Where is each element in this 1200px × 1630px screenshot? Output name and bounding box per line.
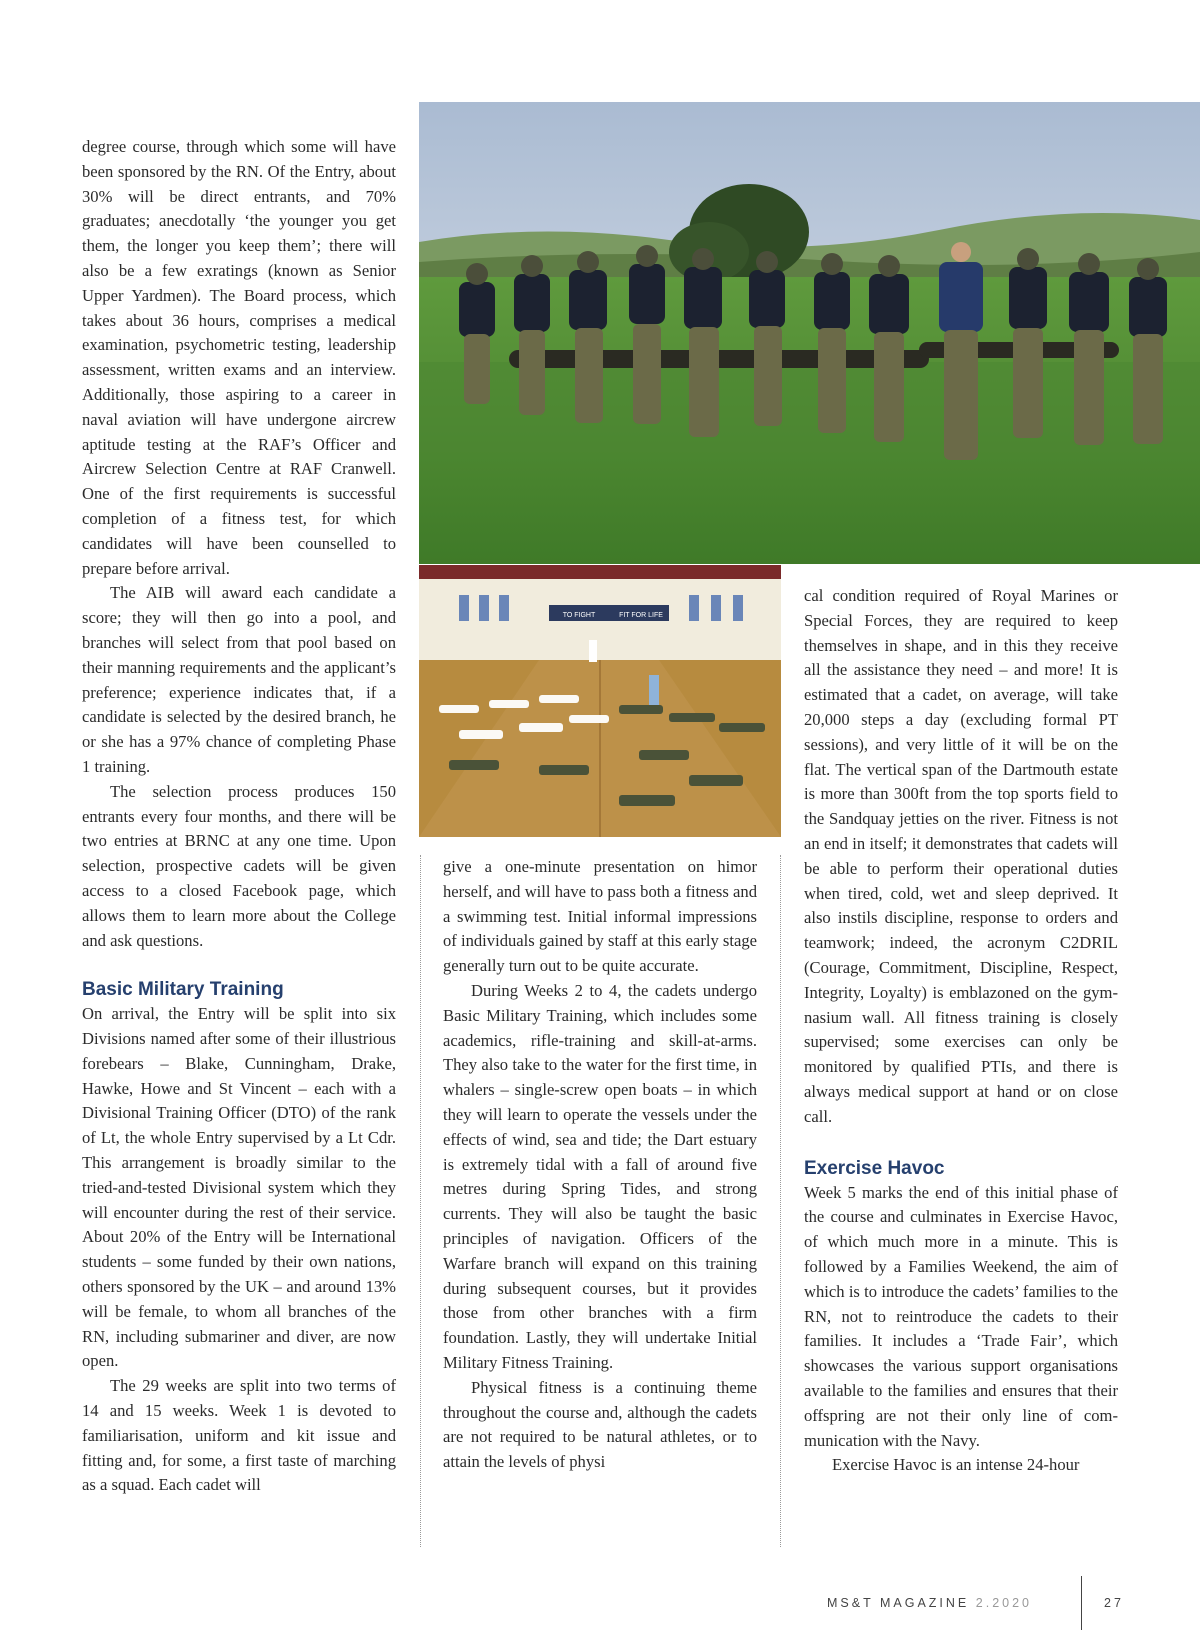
- paragraph: degree course, through which some will have been sponsored by the RN. Of the Entry, about 30% will be direct entrants, and 70% graduates; anecdotally ‘the younger you get them, the longer you keep them’; there will also be a few exratings (known as Senior Upper Yardmen). The Board process, which takes about 36 hours, comprises a medical examination, psychometric testing, leadership assessment, written exams and an interview. Additionally, those aspiring to a career in naval aviation will have undergone aircrew aptitude testing at the RAF’s Officer and Aircrew Selection Centre at RAF Cranwell. One of the first requirements is successful completion of a fitness test, for which candidates will have been counselled to prepare before arrival.: [82, 137, 396, 578]
- article-column-3: [804, 584, 1118, 1478]
- paragraph: The 29 weeks are split into two terms of 14 and 15 weeks. Week 1 is devoted to familiarisation, uniform and kit issue and fitting and, for some, a first taste of marching as a squad. Each cadet will: [82, 1376, 396, 1495]
- paragraph: During Weeks 2 to 4, the cadets undergo Basic Military Training, which includes some academics, rifle-training and skill-at-arms. They also take to the water for the first time, in whalers – single-screw open boats – in which they will learn to operate the vessels under the effects of wind, sea and tide; the Dart estuary is extremely tidal with a fall of around five metres during Spring Tides, and strong currents. They will also be taught the basic principles of navigation. Officers of the Warfare branch will expand on this training during subsequent courses, but it provides those from other branches with a firm foundation. Lastly, they will undertake Initial Military Fitness Training.: [443, 980, 757, 1372]
- gym-banner-right: FIT FOR LIFE: [619, 612, 663, 619]
- paragraph: give a one-minute presentation on himor herself, and will have to pass both a fitness and a swimming test. Initial informal impressions of individuals gained by staff at this early stage generally turn out to be quite accurate.: [443, 857, 757, 976]
- photo-gym-training-image: [419, 565, 781, 837]
- paragraph: cal condition required of Royal Marines or Special Forces, they are required to keep themselves in shape, and in this they receive all the assistance they need – and more! It is estimated that a cadet, on average, will take 20,000 steps a day (excluding formal PT sessions), and very little of it will be on the flat. The vertical span of the Dartmouth estate is more than 300ft from the top sports field to the Sandquay jetties on the river. Fitness is not an end in itself; it demonstrates that cadets will be able to perform their operational duties when tired, cold, wet and sleep deprived. It also instils discipline, response to orders and teamwork; indeed, the acronym C2DRIL (Courage, Commitment, Discipline, Respect, Integrity, Loyalty) is emblazoned on the gymnasium wall. All fitness training is closely supervised; some exercises can only be monitored by qualified PTIs, and there is always medical support at hand or on close call.: [804, 586, 1118, 1126]
- magazine-masthead: [827, 1596, 1032, 1610]
- paragraph: The AIB will award each candidate a score; they will then go into a pool, and branches will select from that pool based on their manning requirements and the applicant’s preference; experience indicates that, if a candidate is selected by the desired branch, he or she has a 97% chance of completing Phase 1 training.: [82, 583, 396, 776]
- column-divider: [780, 855, 781, 1547]
- photo-gym-training: [419, 565, 781, 837]
- paragraph: The selection process produces 150 entrants every four months, and there will be two entries at BRNC at any one time. Upon selection, prospective cadets will be given access to a closed Facebook page, which allows them to learn more about the College and ask questions.: [82, 781, 396, 950]
- column-divider: [420, 855, 421, 1547]
- issue-number: 2.2020: [975, 1596, 1032, 1610]
- footer-divider: [1081, 1576, 1082, 1630]
- section-heading-basic-military-training: Basic Military Training: [82, 979, 284, 1001]
- paragraph: Physical fitness is a continuing theme throughout the course and, although the cadets are not required to be natural athletes, or to attain the levels of physi: [443, 1377, 757, 1472]
- article-column-2: [443, 855, 757, 1475]
- page-footer: [827, 1596, 1200, 1616]
- gym-banner-left: TO FIGHT: [562, 612, 596, 619]
- magazine-name: MS&T MAGAZINE: [827, 1596, 970, 1610]
- article-column-1: [82, 135, 396, 1498]
- paragraph: Week 5 marks the end of this initial phase of the course and culminates in Exercise Havoc, of which much more in a minute. This is followed by a Families Weekend, the aim of which is to introduce the cadets’ families to the RN, not to reintroduce the cadets to their families. It includes a ‘Trade Fair’, which showcases the various support organisations available to the families and ensures that their offspring are not their only line of communication with the Navy.: [804, 1182, 1118, 1450]
- section-heading-exercise-havoc: Exercise Havoc: [804, 1157, 945, 1179]
- paragraph: Exercise Havoc is an intense 24-hour: [832, 1455, 1080, 1475]
- page-number: 27: [1104, 1596, 1124, 1610]
- paragraph: On arrival, the Entry will be split into six Divisions named after some of their illustrious forebears – Blake, Cunningham, Drake, Hawke, Howe and St Vincent – each with a Divisional Training Officer (DTO) of the rank of Lt, the whole Entry supervised by a Lt Cdr. This arrangement is broadly similar to the tried-and-tested Divisional system which they will encounter during the rest of their service. About 20% of the Entry will be International students – some funded by their own nations, others sponsored by the UK – and around 13% will be female, to whom all branches of the RN, including submariner and diver, are now open.: [82, 1004, 396, 1371]
- photo-cadets-log-run-image: [419, 102, 1200, 564]
- photo-cadets-log-run: [419, 102, 1200, 564]
